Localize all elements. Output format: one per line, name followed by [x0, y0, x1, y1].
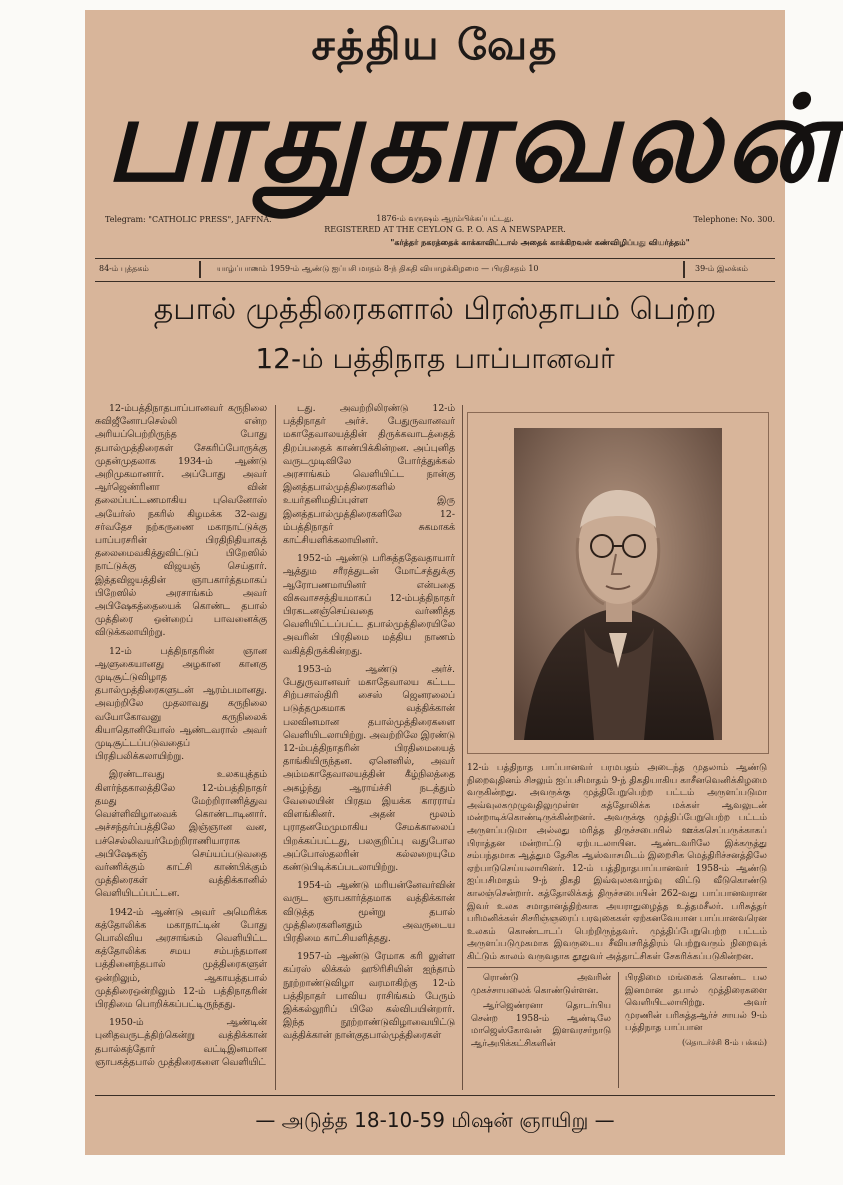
newspaper-page	[85, 10, 843, 1155]
article-column-4	[625, 972, 767, 1049]
paragraph: 12-ம் பத்திநாதரின் ஞான ஆளுகையானது அழகான கானகு முடிசூட்டுவிழாத தபால்முத்திரைகளுடன் ஆரம்பமானது. அவற்றிலே முதலாவது கருநிலை வயோகோவனு கருநிலைக் கியாதொனியோஸ் ஆண்டவரால் அவர் முடிசூட்டப்படுவதைப் பிரதிபலிக்கலாயிற்று.	[95, 645, 267, 763]
issue-number: 39-ம் இலக்கம்	[695, 264, 748, 273]
masthead-title: பாதுகாவலன்	[105, 70, 843, 208]
paragraph: ரொண்டு அவரின் முகச்சாயலைக் கொண்டுள்ளன.	[471, 973, 611, 996]
paragraph: பிரதிமை மங்கைக் கொண்ட பல இனமான தபால் முத்திரைகளை வெளியிடலாயிற்று. அவர் முரணின் பரிசுத்தஆர்ச் சாயல் 9-ம் பத்திநாத பாப்பான	[625, 973, 767, 1033]
footer-banner: — அடுத்த 18-10-59 மிஷன் ஞாயிறு —	[255, 1108, 615, 1132]
headline-line2: 12-ம் பத்திநாத பாப்பானவர்	[255, 342, 615, 375]
photo-caption: 12-ம் பத்திநாத பாப்பானவர் பரமபதம் அடைந்த முதலாம் ஆண்டு நிறைவுதினம் சிசலும் ஐப்பசிமாதம் 9-ந் திகதியாகிய காசீனவெனிக்கிழமை வருகின்றது. அவருக்கு முத்திபேறுபெற்ற பட்டம் அருளப்படுமா அவ்வுலகமுழுவதிலுமுள்ள கத்தோலிக்க மக்கள் ஆவலுடன் மன்றாடிக்கொண்டிருக்கின்றனர். அவருக்கு முத்திப்பேறுபெற்ற பட்டம் அருளப்படுமா அல்லது மரித்த திருச்சபையில் ஊக்கசெப்பருக்காகப் பிராத்தன மன்றாட்டு ஏற்படலாயின. ஆண்டவரிலே இக்கருத்து சம்பந்தமாக ஆத்தும தேசிக ஆஸ்வாசமிடம் இறைசிக மெத்திரிச்சனத்திலே ஏற்பாடுசெய்யலாயினர். 12-ம் பத்திநாதபாப்பானவர் 1958-ம் ஆண்டு ஐப்பசிமாதம் 9-ந் திகதி இவ்வுலகவாழ்வு விட்டு வீடுகொண்டு காலஞ்சென்றார். கத்தோலிக்கத் திருச்சபையின் 262-வது பாப்பானவரான இவர் உலக சமாதானத்திற்காக அயராதுழைத்த உத்தமசீலர். பரிசுத்தர் பரிமனிக்கள் சிசரிஞ்ஞரைப் பரவுகைகள் ஏற்கனவேயான பாப்பானவரென உலகம் கொண்டாடப் பெற்றிருந்தவர். முத்திப்பேறுபெற்ற பட்டம் அருளப்படுமுகமாக இவருடைய சீவியசரித்திரம் பெற்றுவரும் நிறைவுக் கிட்டும் காலம் வருவதாக தூதுவர் அத்தாட்சிகள் சேகரிக்கப்படுகின்றன.	[467, 763, 767, 962]
paragraph: 1954-ம் ஆண்டு மரியன்னேவர்வின் வருட ஞாபகார்த்தமாக வத்திக்கான் விடுத்த மூன்று தபால் முத்திரைகளினதும் அவருடைய பிரதிமை காட்சியளித்தது.	[283, 880, 455, 944]
pope-portrait-image	[514, 428, 722, 740]
founded-info: 1876-ம் வருஷம் ஆரம்பிக்கப்பட்டது.	[376, 214, 514, 223]
issue-band	[95, 258, 775, 282]
registration-info: REGISTERED AT THE CEYLON G. P. O. AS A NEWSPAPER.	[324, 225, 566, 234]
paragraph: டது. அவற்றிலிரண்டு 12-ம் பத்திநாதர் அர்ச். பேதுருவானவர் மகாதேவாலயத்தின் திருக்கவாடத்தைத் திறப்பதைக் காண்பிக்கின்றன. அப்புனித வருடமுடிவிலே போர்த்துக்கல் அரசாங்கம் வெளியிட்ட நான்கு இனத்தபால்முத்திரைகளில் உயர்தனிமதிப்புள்ள இரு இனத்தபால்முத்திரைகளிலே 12-ம்பத்திநாதர் சுகமாகக் காட்சியளிக்கலாயினர்.	[283, 403, 455, 547]
paragraph: இரண்டாவது உலகயுத்தம் கிளர்ந்தகாலத்திலே 12-ம்பத்திநாதர் தமது மேற்றிராணித்துவ வெள்ளிவிழாவைக் கொண்டாடினார். அச்சந்தர்ப்பத்திலே இஞ்ஞான வன, பச்செல்லிவயர்மேற்றிராணியாராக அபிஷேகஞ் செய்யப்படுவதை வர்ணிக்கும் காட்சி காண்பிக்கும் முத்திரைகள் வத்திக்கானில் வெளியிடப்பட்டன.	[95, 769, 267, 900]
headline-line1: தபால் முத்திரைகளால் பிரஸ்தாபம் பெற்ற	[153, 292, 717, 327]
paragraph: 1942-ம் ஆண்டு அவர் அமெரிக்க கத்தோலிக்க மகாநாட்டின் போது பொலிவிய அரசாங்கம் வெளியிட்ட கத்தோலிக்க சமய சம்பந்தமான பத்தினைந்தபால் முத்திரைகளுள் ஒன்றிலும், ஆகாயத்தபால் முத்திரைஒன்றிலும் 12-ம் பத்திநாதரின் பிரதிமை பொறிக்கப்பட்டிருந்தது.	[95, 906, 267, 1010]
paragraph: 1957-ம் ஆண்டு ரேமாக கரி லுள்ள கப்ரஸ் லிக்கல் ஹூரிசியின் ஐந்தாம் நூற்றாண்டுவிழா வரமாகிற்கு 12-ம் பத்திநாதர் பாவிய ராசிங்கம் பேரும் இக்கல்லூரிப் பிலே கல்விபயின்றார். இந்த நூற்றாண்டுவிழாவையிட்டு வத்திக்கான் நான்குதபால்முத்திரைகள்	[283, 951, 455, 1042]
paragraph: 1950-ம் ஆண்டின் புனிதவருடத்திற்கென்று வத்திக்கான் தபால்கந்தோர் வட்டிஇனமான ஞாபகத்தபால் முத்திரைகளை வெளியிட்	[95, 1017, 267, 1068]
telephone-info: Telephone: No. 300.	[693, 215, 775, 224]
issue-volume: 84-ம் புத்தகம்	[99, 264, 149, 273]
paragraph: 12-ம்பத்திநாதபாப்பானவர் கருநிலை சுவிஜீனோபசெல்லி என்ற அரியப்பெற்றிருந்த போது தபால்முத்திரைகள் சேகரிப்போருக்கு முதன்முதலாக 1934-ம் ஆண்டு அறிமுகமானார். அப்போது அவர் ஆர்ஜெண்ரினா வின் தலைப்பட்டணமாகிய புவெனோஸ் அயேர்ஸ் நகரில் கிழமக்க 32-வது சர்வதேச நற்கருணை மகாநாட்டுக்கு பாப்பரசரின் பிரதிநிதியாகத் தலைமைவகித்துவிட்டுப் பிறேஸில் நாட்டுக்கு விஜயஞ் செய்தார். இத்தவிஜயத்தின் ஞாபகார்த்தமாகப் பிறேஸில் அரசாங்கம் அவர் அபிஷேகத்தையைக் கொண்ட தபால் முத்திரை ஒன்றைப் பாவனைக்கு விடுக்கலாயிற்று.	[95, 403, 267, 639]
continuation-note: (தொடர்ச்சி 8-ம் பக்கம்)	[681, 1037, 767, 1047]
masthead-subtitle: சத்திய வேத	[311, 20, 559, 69]
motto: "கர்த்தர் நகரத்தைக் காக்காவிட்டால் அதைக் காக்கிறவன் கண்விழிப்பது வியர்த்தம்"	[390, 237, 690, 247]
article-column-2	[283, 402, 455, 1090]
footer-divider	[95, 1095, 775, 1096]
article-column-3	[471, 972, 611, 1050]
paragraph: ஆர்ஜெண்ரனா தொடர்பிய சென்ற 1958-ம் ஆண்டிலே மாஜெஸ்கோவன் இளவரசர்நாடு ஆர்அபிக்கட்சிகளின்	[471, 1001, 611, 1049]
issue-date: யாழ்ப்பாணம் 1959-ம் ஆண்டு ஐப்பசி மாதம் 8-ந் திகதி வியாழக்கிழமை — பிரதிசதம் 10	[217, 264, 539, 273]
paragraph: 1953-ம் ஆண்டு அர்ச். பேதுருவானவர் மகாதேவாலய கட்டட சிற்பசாஸ்திரி சைஸ் ஜெனரலைப் படுத்தமுகமாக வத்திக்கான் பலவினமான தபால்முத்திரைகளை வெளியிடலாயிற்று. அவற்றிலே இரண்டு 12-ம்பத்திநாதரின் பிரதிமையைத் தாங்கியிருந்தன. ஏனெனில், அவர் அம்மகாதேவாலயத்தின் கீழ்நிலத்தை அகழ்ந்து ஆராய்ச்சி நடத்தும் வேலையின் பிரதம இயக்க காரராய் விளங்கினர். அதன் மூலம் புராதனமேமுமாகிய சேமக்காலைப் பிறக்கப்பட்டது, பலகுறிப்பு வதுபோல அப்போஸ்தலரின் கல்லறையுமே கண்டுபிடிக்கப்படலாயிற்று.	[283, 663, 455, 873]
article-column-1	[95, 402, 267, 1090]
paragraph: 1952-ம் ஆண்டு பரிசுத்ததேவதாயார் ஆத்தும சரீரத்துடன் மோட்சத்துக்கு ஆரோபணமாயினர் என்பதை விசுவாசசத்தியமாகப் 12-ம்பத்திநாதர் பிரகடனஞ்செய்வதை வர்ணித்த வெளியிட்டப்பட்ட தபால்முத்திரையிலே அவரின் பிரதிமை மத்திய நாணம் வகித்திருக்கின்றது.	[283, 553, 455, 657]
telegram-info: Telegram: "CATHOLIC PRESS", JAFFNA.	[105, 215, 272, 224]
